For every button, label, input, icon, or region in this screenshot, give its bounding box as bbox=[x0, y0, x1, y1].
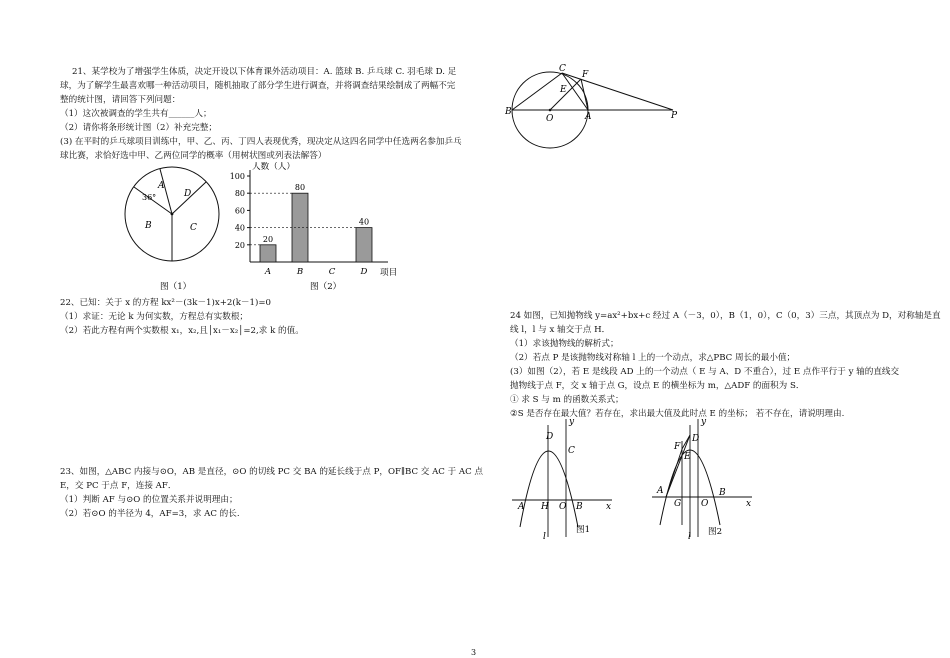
pie-label-d: D bbox=[184, 189, 192, 199]
q24-line-3: （1）求该抛物线的解析式； bbox=[510, 339, 619, 349]
fig2-label-l: l bbox=[688, 532, 691, 542]
fig2-label-f: F bbox=[674, 442, 681, 452]
q24-figure-2 bbox=[648, 415, 758, 545]
pie-angle-label: 36° bbox=[142, 193, 157, 202]
q23-line-4: （2）若⊙O 的半径为 4，AF=3，求 AC 的长. bbox=[60, 509, 240, 519]
page-number: 3 bbox=[471, 648, 477, 657]
fig2-label-g: G bbox=[674, 499, 682, 509]
fig23-label-a: A bbox=[585, 112, 592, 122]
chord-bc bbox=[512, 73, 562, 110]
q23-circle-figure bbox=[505, 62, 695, 152]
bar-category-label: D bbox=[360, 267, 368, 277]
pie-label-b: B bbox=[145, 221, 152, 231]
q23-line-1: 23、如图，△ABC 内接与⊙O，AB 是直径，⊙O 的切线 PC 交 BA 的延长线于点 P，OF∥BC 交 AC 于 AC 点 bbox=[60, 467, 484, 477]
q24-line-5: (3）如图（2），若 E 是线段 AD 上的一个动点（ E 与 A、D 不重合），过 E 点作平行于 y 轴的直线交 bbox=[510, 367, 900, 377]
bar-y-tick-label: 100 bbox=[229, 172, 245, 181]
bar-category-label: B bbox=[296, 267, 304, 277]
fig1-label-d: D bbox=[546, 432, 554, 442]
fig1-label-c: C bbox=[568, 446, 575, 456]
pie-chart-figure bbox=[120, 162, 230, 297]
q24-line-2: 线 l，l 与 x 轴交于点 H． bbox=[510, 325, 611, 335]
fig1-label-b: B bbox=[576, 502, 583, 512]
parabola bbox=[520, 451, 578, 527]
bar-xlabel: 项目 bbox=[380, 268, 398, 278]
bar-d bbox=[356, 228, 372, 262]
q24-line-1: 24 如图，已知抛物线 y=ax²+bx+c 经过 A（－3，0），B（1，0），C（0，3）三点，其顶点为 D，对称轴是直 bbox=[510, 311, 941, 321]
fig2-label-y: y bbox=[701, 417, 707, 427]
fig1-label-o: O bbox=[559, 502, 567, 512]
fig1-label-a: A bbox=[518, 502, 525, 512]
q24-line-4: （2）若点 P 是该抛物线对称轴 l 上的一个动点，求△PBC 周长的最小值； bbox=[510, 353, 796, 363]
q21-line-4: （1）这次被调查的学生共有______人； bbox=[60, 109, 212, 119]
bar-y-tick-label: 20 bbox=[234, 240, 245, 250]
q22-line-3: （2）若此方程有两个实数根 x₁，x₂,且│x₁－x₂│=2,求 k 的值。 bbox=[60, 326, 304, 336]
bar-category-label: A bbox=[264, 267, 272, 277]
fig2-label-a: A bbox=[657, 486, 664, 496]
fig1-label-h: H bbox=[541, 502, 549, 512]
q22-line-1: 22、已知：关于 x 的方程 kx²－(3k－1)x+2(k－1)=0 bbox=[60, 298, 272, 308]
fig23-label-e: E bbox=[560, 85, 567, 95]
bar-value-label: 40 bbox=[358, 217, 370, 227]
bar-y-tick-label: 80 bbox=[234, 189, 245, 199]
fig2-label-x: x bbox=[746, 499, 752, 509]
q24-line-6: 抛物线于点 F，交 x 轴于点 G，设点 E 的横坐标为 m，△ADF 的面积为 S． bbox=[510, 381, 805, 391]
q21-line-2: 球，为了解学生最喜欢哪一种活动项目，随机抽取了部分学生进行调查，并将调查结果绘制成了两幅不完 bbox=[60, 81, 456, 91]
segment-af bbox=[666, 449, 682, 497]
bar-y-tick-label: 60 bbox=[234, 206, 245, 216]
q21-line-7: 球比赛，求恰好选中甲、乙两位同学的概率（用树状图或列表法解答） bbox=[60, 151, 327, 161]
fig1-caption: 图1 bbox=[576, 525, 591, 535]
bar-value-label: 20 bbox=[262, 234, 274, 244]
q21-line-1: 21、某学校为了增强学生体质，决定开设以下体育课外活动项目：A. 篮球 B. 乒乓球 C. 羽毛球 D. 足 bbox=[72, 67, 457, 77]
fig23-label-c: C bbox=[559, 64, 566, 74]
fig23-label-p: P bbox=[671, 111, 678, 121]
fig2-label-e: E bbox=[684, 452, 691, 462]
bar-category-label: C bbox=[328, 267, 336, 277]
q24-figure-1 bbox=[508, 415, 618, 545]
fig23-label-b: B bbox=[505, 107, 512, 117]
tangent-pc bbox=[562, 73, 673, 110]
fig2-label-b: B bbox=[719, 488, 726, 498]
fig2-caption: 图2 bbox=[708, 527, 723, 537]
bar-chart-figure bbox=[228, 162, 418, 297]
q24-line-7: ① 求 S 与 m 的函数关系式； bbox=[510, 395, 624, 405]
q22-line-2: （1）求证：无论 k 为何实数，方程总有实数根； bbox=[60, 312, 249, 322]
segment-fd bbox=[682, 435, 690, 449]
fig1-label-l: l bbox=[543, 532, 546, 542]
pie-label-a: A bbox=[158, 181, 165, 191]
fig23-label-o: O bbox=[546, 114, 554, 124]
bar-ylabel: 人数（人） bbox=[252, 162, 295, 172]
q21-line-6: (3) 在平时的乒乓球项目训练中，甲、乙、丙、丁四人表现优秀，现决定从这四名同学中任选两名参加乒乓 bbox=[60, 137, 462, 147]
fig2-label-o: O bbox=[701, 499, 709, 509]
pie-label-c: C bbox=[190, 223, 197, 233]
fig23-label-f: F bbox=[582, 70, 589, 80]
fig1-label-x: x bbox=[606, 502, 612, 512]
bar-caption: 图（2） bbox=[310, 282, 342, 292]
q23-line-2: E，交 PC 于点 F，连接 AF． bbox=[60, 481, 177, 491]
bar-value-label: 80 bbox=[294, 183, 306, 193]
fig2-label-d: D bbox=[692, 434, 700, 444]
pie-caption: 图（1） bbox=[160, 282, 192, 292]
q21-line-3: 整的统计图，请回答下列问题： bbox=[60, 95, 181, 105]
q23-line-3: （1）判断 AF 与⊙O 的位置关系并说明理由； bbox=[60, 495, 238, 505]
fig1-label-y: y bbox=[569, 417, 575, 427]
q24-line-8: ②S 是否存在最大值？若存在，求出最大值及此时点 E 的坐标； 若不存在，请说明理由. bbox=[510, 409, 845, 419]
bar-a bbox=[260, 245, 276, 262]
bar-y-tick-label: 40 bbox=[234, 223, 245, 233]
q21-line-5: （2）请你将条形统计图（2）补充完整； bbox=[60, 123, 218, 133]
